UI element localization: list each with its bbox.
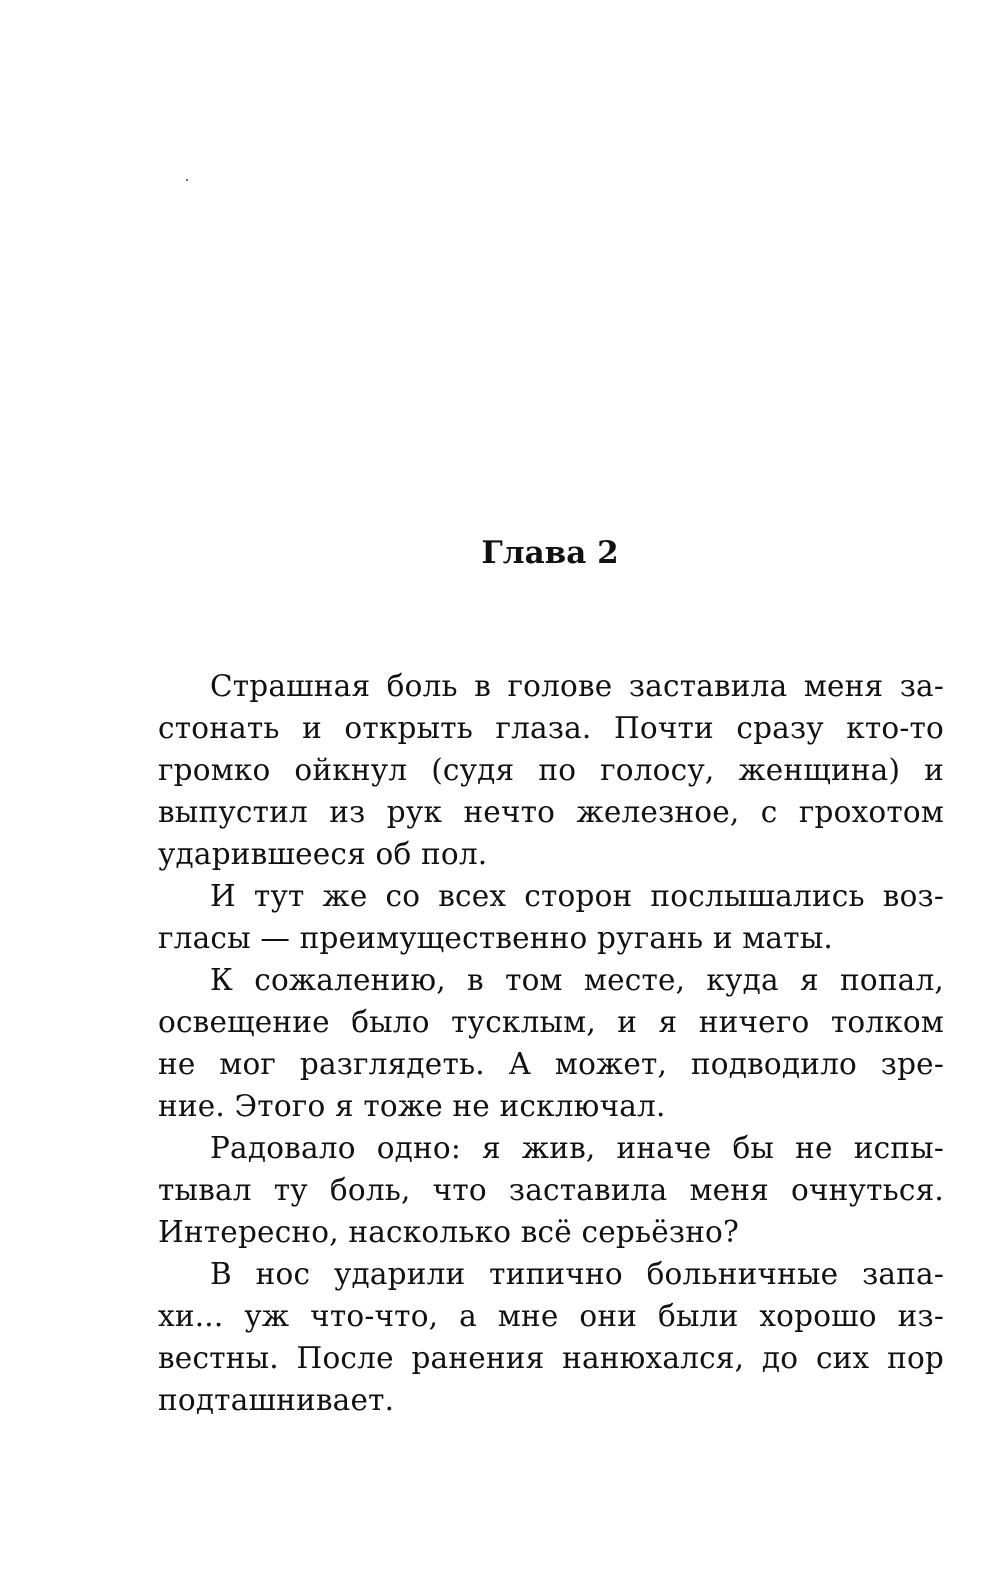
text-line: гласы — преимущественно ругань и маты. (158, 921, 833, 955)
body-text (158, 665, 944, 1421)
text-line: не мог разглядеть. А может, подводило зре- (158, 1047, 944, 1081)
text-line: громко ойкнул (судя по голосу, женщина) и (158, 753, 944, 787)
text-line: В нос ударили типично больничные запа- (210, 1257, 944, 1291)
text-line: тывал ту боль, что заставила меня очнуться. (158, 1173, 944, 1207)
text-line: выпустил из рук нечто железное, с грохотом (158, 795, 944, 829)
text-line: хи... уж что-что, а мне они были хорошо из- (158, 1299, 944, 1333)
text-line: освещение было тусклым, и я ничего толком (158, 1005, 944, 1039)
text-line: подташнивает. (158, 1383, 395, 1417)
text-line: стонать и открыть глаза. Почти сразу кто-то (158, 711, 944, 745)
text-line: вестны. После ранения нанюхался, до сих пор (158, 1341, 944, 1375)
text-line: Радовало одно: я жив, иначе бы не испы- (210, 1131, 944, 1165)
text-line: ударившееся об пол. (158, 837, 488, 871)
chapter-title: Глава 2 (481, 535, 619, 571)
text-line: Интересно, насколько всё серьёзно? (158, 1215, 740, 1249)
text-line: К сожалению, в том месте, куда я попал, (210, 963, 944, 997)
text-line: Страшная боль в голове заставила меня за- (210, 669, 944, 703)
text-line: И тут же со всех сторон послышались воз- (210, 879, 944, 913)
text-line: ние. Этого я тоже не исключал. (158, 1089, 666, 1123)
print-speck (186, 179, 188, 181)
